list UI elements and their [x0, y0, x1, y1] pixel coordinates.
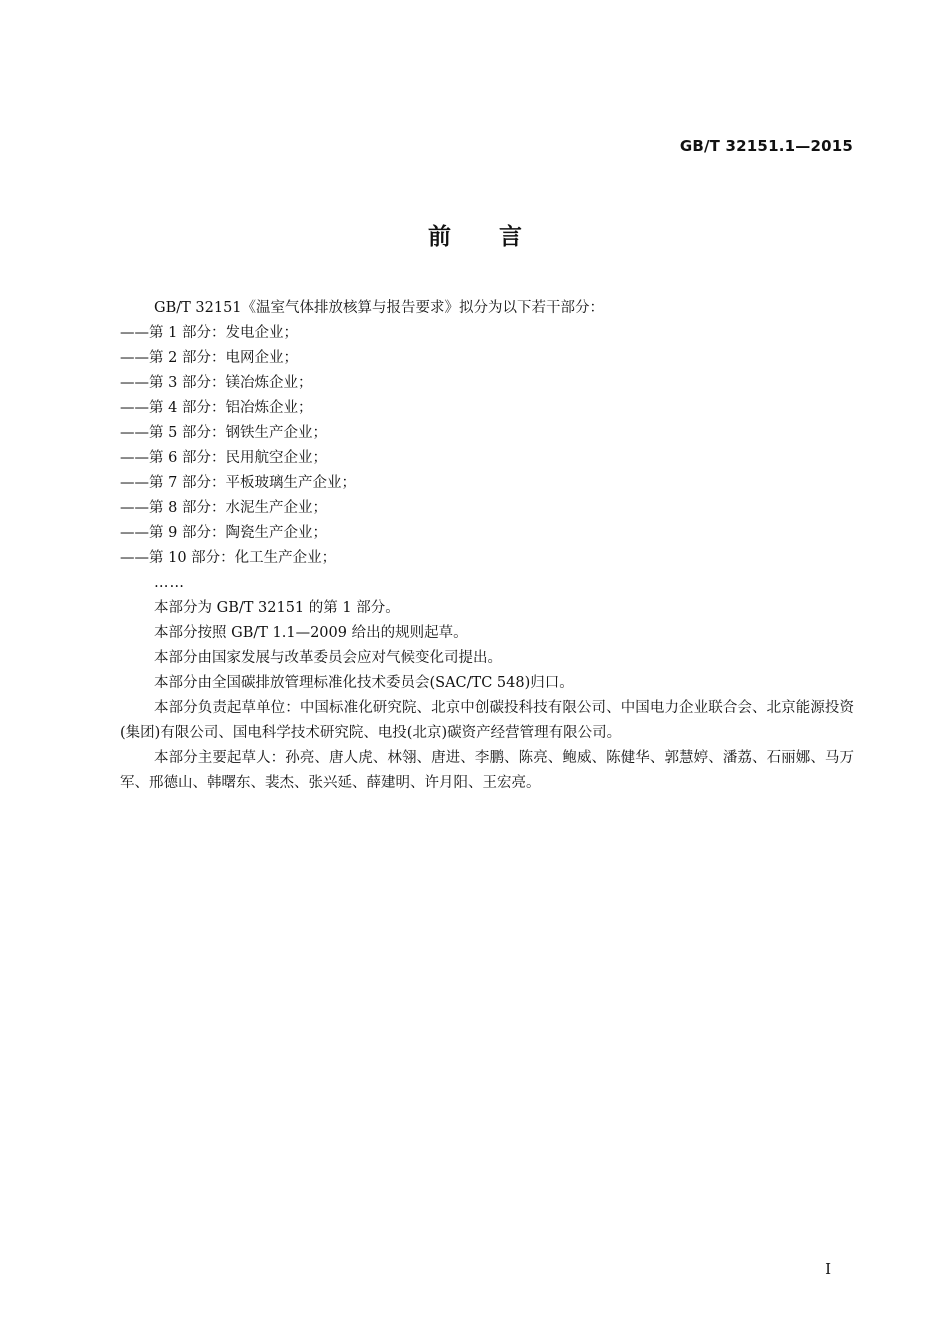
list-item: ——第 7 部分：平板玻璃生产企业；: [120, 475, 356, 491]
parts-list: [120, 321, 854, 571]
paragraph-centralized: 本部分由全国碳排放管理标准化技术委员会(SAC/TC 548)归口。: [154, 675, 574, 691]
list-item: ——第 1 部分：发电企业；: [120, 325, 298, 341]
list-item: ——第 5 部分：钢铁生产企业；: [120, 425, 327, 441]
list-item: ——第 4 部分：铝冶炼企业；: [120, 400, 313, 416]
foreword-body: [120, 296, 854, 796]
paragraph-drafters: 本部分主要起草人：孙亮、唐人虎、林翎、唐进、李鹏、陈亮、鲍威、陈健华、郭慧婷、潘荔、石丽娜、马万军、邢德山、韩曙东、裴杰、张兴延、薛建明、许月阳、王宏亮。: [120, 750, 854, 791]
page-title: 前 言: [427, 224, 522, 250]
paragraph-drafting-units: 本部分负责起草单位：中国标准化研究院、北京中创碳投科技有限公司、中国电力企业联合会、北京能源投资(集团)有限公司、国电科学技术研究院、电投(北京)碳资产经营管理有限公司。: [120, 700, 854, 741]
list-item: ——第 8 部分：水泥生产企业；: [120, 500, 327, 516]
ellipsis: ……: [154, 575, 185, 591]
standard-code: GB/T 32151.1—2015: [679, 137, 853, 155]
page-number: I: [825, 1260, 831, 1278]
list-item: ——第 9 部分：陶瓷生产企业；: [120, 525, 327, 541]
list-item: ——第 2 部分：电网企业；: [120, 350, 298, 366]
paragraph-drafting-rules: 本部分按照 GB/T 1.1—2009 给出的规则起草。: [154, 625, 468, 641]
list-item: ——第 3 部分：镁冶炼企业；: [120, 375, 313, 391]
paragraph-proposer: 本部分由国家发展与改革委员会应对气候变化司提出。: [154, 650, 502, 666]
paragraph-part-number: 本部分为 GB/T 32151 的第 1 部分。: [154, 600, 400, 616]
list-item: ——第 6 部分：民用航空企业；: [120, 450, 327, 466]
intro-line: GB/T 32151《温室气体排放核算与报告要求》拟分为以下若干部分：: [154, 300, 605, 316]
list-item: ——第 10 部分：化工生产企业；: [120, 550, 337, 566]
